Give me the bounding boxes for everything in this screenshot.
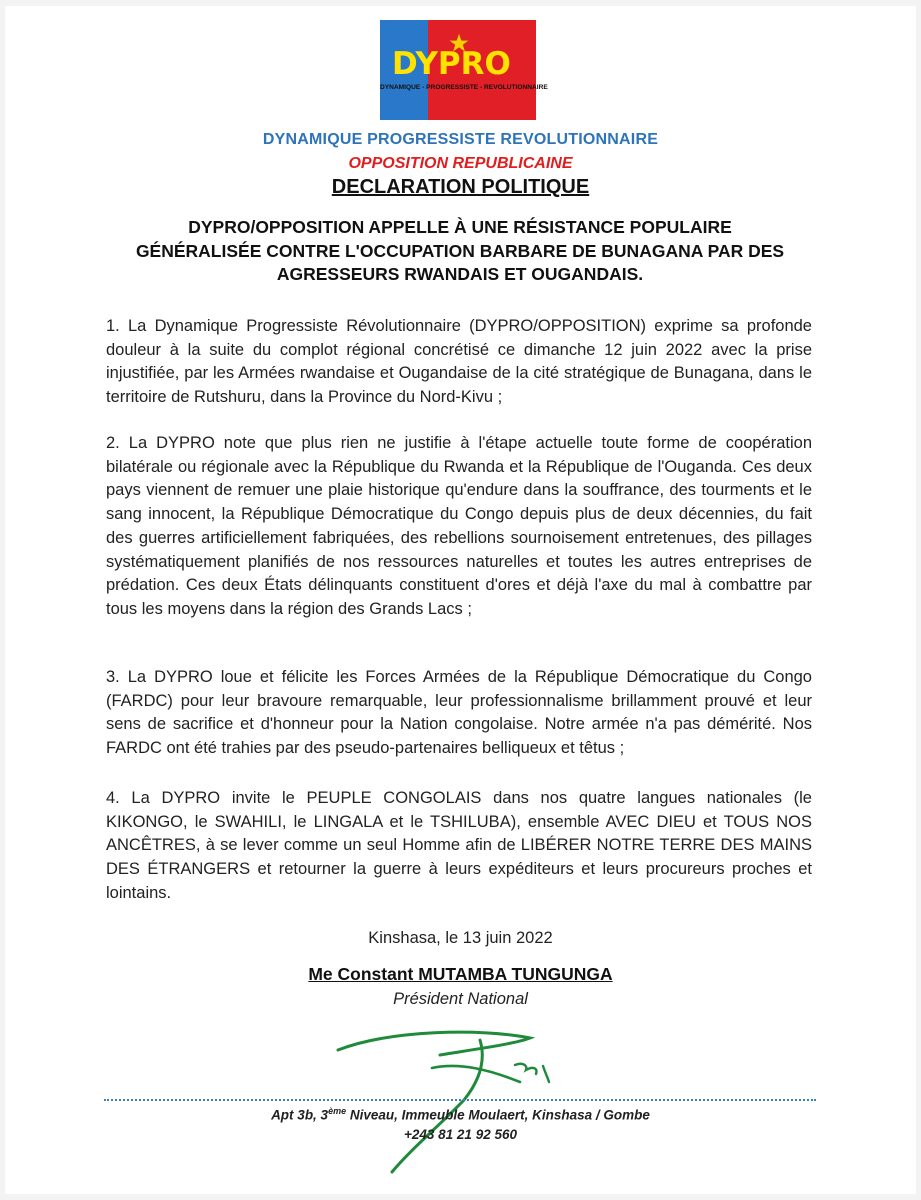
footer-divider bbox=[104, 1099, 816, 1101]
paragraph-4: 4. La DYPRO invite le PEUPLE CONGOLAIS dans nos quatre langues nationales (le KIKONGO, le SWAHILI, le LINGALA et le TSHILUBA), ensemble AVEC DIEU et TOUS NOS ANCÊTRES, à se lever comme un seul Homme afin de LIBÉRER NOTRE TERRE DES MAINS DES ÉTRANGERS et retourner la guerre à leurs expéditeurs et leurs procureurs proches et lointains. bbox=[106, 789, 812, 902]
declaration-headline bbox=[110, 216, 810, 287]
headline-line-1: DYPRO/OPPOSITION APPELLE À UNE RÉSISTANCE POPULAIRE bbox=[188, 217, 732, 237]
address-part: Niveau, Immeuble Moulaert, Kinshasa / Gombe bbox=[346, 1107, 650, 1123]
document-title: DECLARATION POLITIQUE bbox=[331, 176, 590, 198]
address-part: Apt 3b, 3 bbox=[271, 1107, 329, 1123]
headline-line-3: AGRESSEURS RWANDAIS ET OUGANDAIS. bbox=[276, 264, 644, 284]
dypro-logo bbox=[380, 20, 548, 120]
headline-line-2: GÉNÉRALISÉE CONTRE L'OCCUPATION BARBARE DE BUNAGANA PAR DES bbox=[135, 240, 785, 261]
paragraph-1: 1. La Dynamique Progressiste Révolutionnaire (DYPRO/OPPOSITION) exprime sa profonde douleur à la suite du complot régional concrétisé ce dimanche 12 juin 2022 avec la prise injustifiée, par les Armées rwandaise et Ougandaise de la cité stratégique de Bunagana, dans le territoire de Rutshuru, dans la Province du Nord-Kivu ; bbox=[106, 317, 812, 407]
date-line: Kinshasa, le 13 juin 2022 bbox=[368, 929, 553, 947]
paragraph-3: 3. La DYPRO loue et félicite les Forces Armées de la République Démocratique du Congo (FARDC) pour leur bravoure remarquable, leur professionnalisme brillamment prouvé et leur sens de sacrifice et d'honneur pour la Nation congolaise. Notre armée n'a pas démérité. Nos FARDC ont été trahies par des pseudo-partenaires belliqueux et têtus ; bbox=[106, 668, 812, 758]
logo-name: DYPRO bbox=[392, 46, 511, 82]
handwritten-signature bbox=[330, 1010, 570, 1180]
address-superscript: ème bbox=[328, 1106, 347, 1116]
signer-name: Me Constant MUTAMBA TUNGUNGA bbox=[308, 964, 613, 984]
org-subtitle: OPPOSITION REPUBLICAINE bbox=[348, 155, 573, 172]
logo-tagline: DYNAMIQUE - PROGRESSISTE - REVOLUTIONNAIRE bbox=[380, 84, 548, 91]
org-name: DYNAMIQUE PROGRESSISTE REVOLUTIONNAIRE bbox=[262, 131, 659, 148]
footer-phone: +243 81 21 92 560 bbox=[404, 1127, 517, 1142]
paragraph-2: 2. La DYPRO note que plus rien ne justifie à l'étape actuelle toute forme de coopération bilatérale ou régionale avec la République du Rwanda et la République de l'Ouganda. Ces deux pays viennent de remuer une plaie historique qu'endure dans la souffrance, des tourments et le sang innocent, la République Démocratique du Congo depuis plus de deux décennies, du fait des guerres artificiellement fabriquées, des rebellions sournoisement entretenues, des pillages systématiquement planifiés de nos ressources naturelles et toutes les autres entreprises de prédation. Ces deux États délinquants constituent d'ores et déjà l'axe du mal à combattre par tous les moyens dans la région des Grands Lacs ; bbox=[106, 434, 812, 618]
footer-address bbox=[0, 1106, 921, 1123]
signer-role: Président National bbox=[393, 990, 528, 1008]
